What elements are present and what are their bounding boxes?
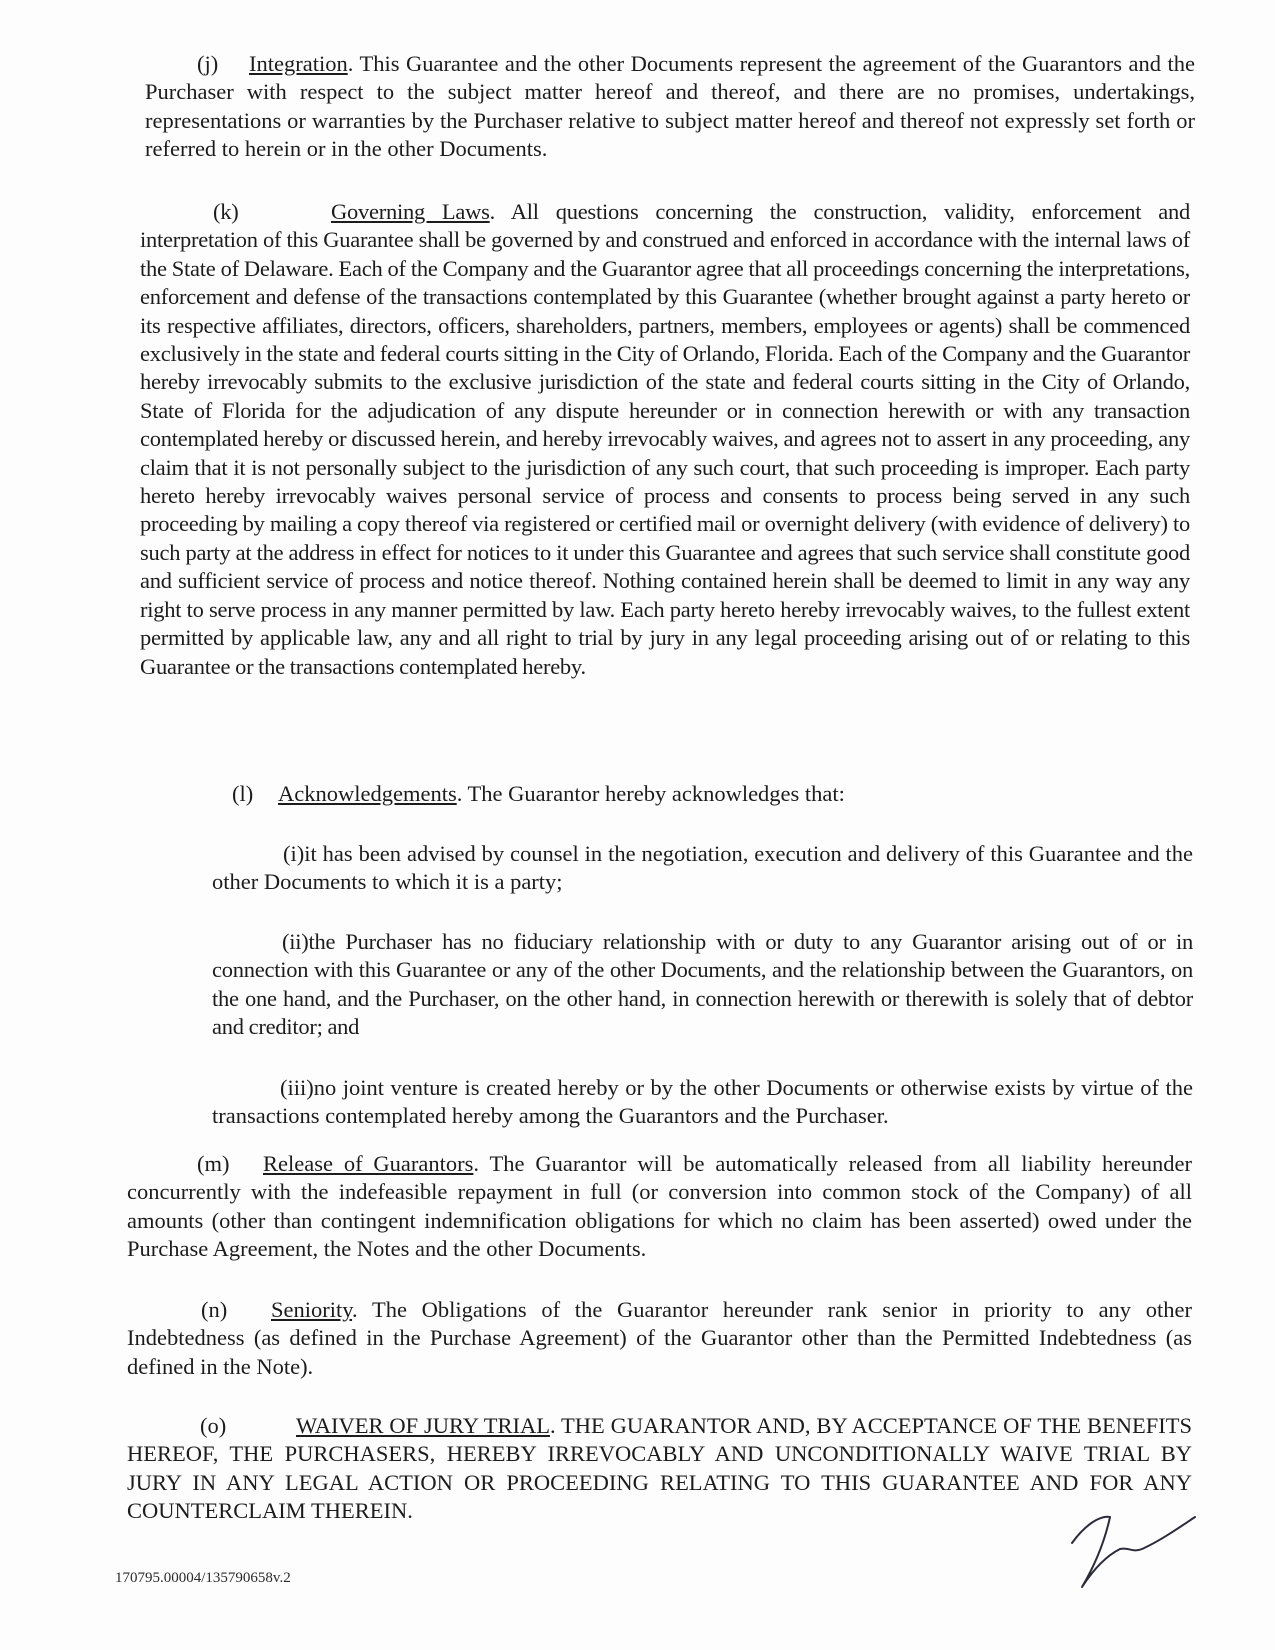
- acknowledgement-item: [212, 1074, 1193, 1131]
- paragraph-seniority: [127, 1296, 1192, 1381]
- paragraph-heading: Acknowledgements: [278, 781, 457, 806]
- item-number: (ii): [282, 929, 309, 954]
- paragraph-text: . The Guarantor will be automatically released from all liability hereunder concurrently with the indefeasible repayment in full (or conversion into common stock of the Company) of all amounts (other than contingent indemnification obligations for which no claim has been asserted) owed under the Purchase Agreement, the Notes and the other Documents.: [127, 1151, 1192, 1262]
- paragraph-text: . The Guarantor hereby acknowledges that:: [456, 781, 845, 806]
- paragraph-text: . The Obligations of the Guarantor hereunder rank senior in priority to any other Indebtedness (as defined in the Purchase Agreement) of the Guarantor other than the Permitted Indebtedness (as defined in the Note).: [127, 1297, 1192, 1379]
- item-text: the Purchaser has no fiduciary relationship with or duty to any Guarantor arising out of or in connection with this Guarantee or any of the other Documents, and the relationship between the Guarantors, on the one hand, and the Purchaser, on the other hand, in connection herewith or therewith is solely that of debtor and creditor; and: [212, 929, 1193, 1040]
- paragraph-number: (k): [213, 199, 239, 224]
- paragraph-governing-laws: [140, 198, 1190, 681]
- paragraph-heading: Governing Laws: [331, 199, 490, 224]
- paragraph-text: . All questions concerning the construction, validity, enforcement and interpretation of this Guarantee shall be governed by and construed and enforced in accordance with the internal laws of the State of Delaware. Each of the Company and the Guarantor agree that all proceedings concerning the interpretations, enforcement and defense of the transactions contemplated by this Guarantee (whether brought against a party hereto or its respective affiliates, directors, officers, shareholders, partners, members, employees or agents) shall be commenced exclusively in the state and federal courts sitting in the City of Orlando, Florida. Each of the Company and the Guarantor hereby irrevocably submits to the exclusive jurisdiction of the state and federal courts sitting in the City of Orlando, State of Florida for the adjudication of any dispute hereunder or in connection herewith or with any transaction contemplated hereby or discussed herein, and hereby irrevocably waives, and agrees not to assert in any proceeding, any claim that it is not personally subject to the jurisdiction of any such court, that such proceeding is improper. Each party hereto hereby irrevocably waives personal service of process and consents to process being served in any such proceeding by mailing a copy thereof via registered or certified mail or overnight delivery (with evidence of delivery) to such party at the address in effect for notices to it under this Guarantee and agrees that such service shall constitute good and sufficient service of process and notice thereof. Nothing contained herein shall be deemed to limit in any way any right to serve process in any manner permitted by law. Each party hereto hereby irrevocably waives, to the fullest extent permitted by applicable law, any and all right to trial by jury in any legal proceeding arising out of or relating to this Guarantee or the transactions contemplated hereby.: [140, 199, 1190, 679]
- acknowledgement-item: [212, 928, 1193, 1042]
- paragraph-text: . THE GUARANTOR AND, BY ACCEPTANCE OF THE BENEFITS HEREOF, THE PURCHASERS, HEREBY IRREVOCABLY AND UNCONDITIONALLY WAIVE TRIAL BY JURY IN ANY LEGAL ACTION OR PROCEEDING RELATING TO THIS GUARANTEE AND FOR ANY COUNTERCLAIM THEREIN.: [127, 1413, 1192, 1524]
- paragraph-acknowledgements: [232, 780, 1192, 808]
- item-text: it has been advised by counsel in the negotiation, execution and delivery of this Guarantee and the other Documents to which it is a party;: [212, 841, 1193, 895]
- paragraph-text: . This Guarantee and the other Documents represent the agreement of the Guarantors and the Purchaser with respect to the subject matter hereof and thereof, and there are no promises, undertakings, representations or warranties by the Purchaser relative to subject matter hereof and thereof not expressly set forth or referred to herein or in the other Documents.: [145, 51, 1195, 162]
- paragraph-heading: WAIVER OF JURY TRIAL: [296, 1413, 550, 1438]
- item-number: (i): [283, 841, 305, 866]
- paragraph-waiver-of-jury-trial: [127, 1412, 1192, 1526]
- paragraph-number: (o): [200, 1413, 227, 1438]
- paragraph-number: (n): [201, 1297, 228, 1322]
- paragraph-number: (m): [197, 1151, 230, 1176]
- paragraph-heading: Seniority: [271, 1297, 353, 1322]
- paragraph-number: (l): [232, 781, 254, 806]
- document-id-footer: 170795.00004/135790658v.2: [115, 1570, 291, 1586]
- acknowledgement-item: [212, 840, 1193, 897]
- paragraph-heading: Integration: [249, 51, 348, 76]
- signature-stroke: [1072, 1517, 1195, 1587]
- paragraph-number: (j): [197, 51, 219, 76]
- item-number: (iii): [280, 1075, 314, 1100]
- paragraph-release-of-guarantors: [127, 1150, 1192, 1264]
- paragraph-heading: Release of Guarantors: [263, 1151, 474, 1176]
- item-text: no joint venture is created hereby or by the other Documents or otherwise exists by virtue of the transactions contemplated hereby among the Guarantors and the Purchaser.: [212, 1075, 1193, 1129]
- signature-initials: [1060, 1505, 1200, 1605]
- paragraph-integration: [145, 50, 1195, 164]
